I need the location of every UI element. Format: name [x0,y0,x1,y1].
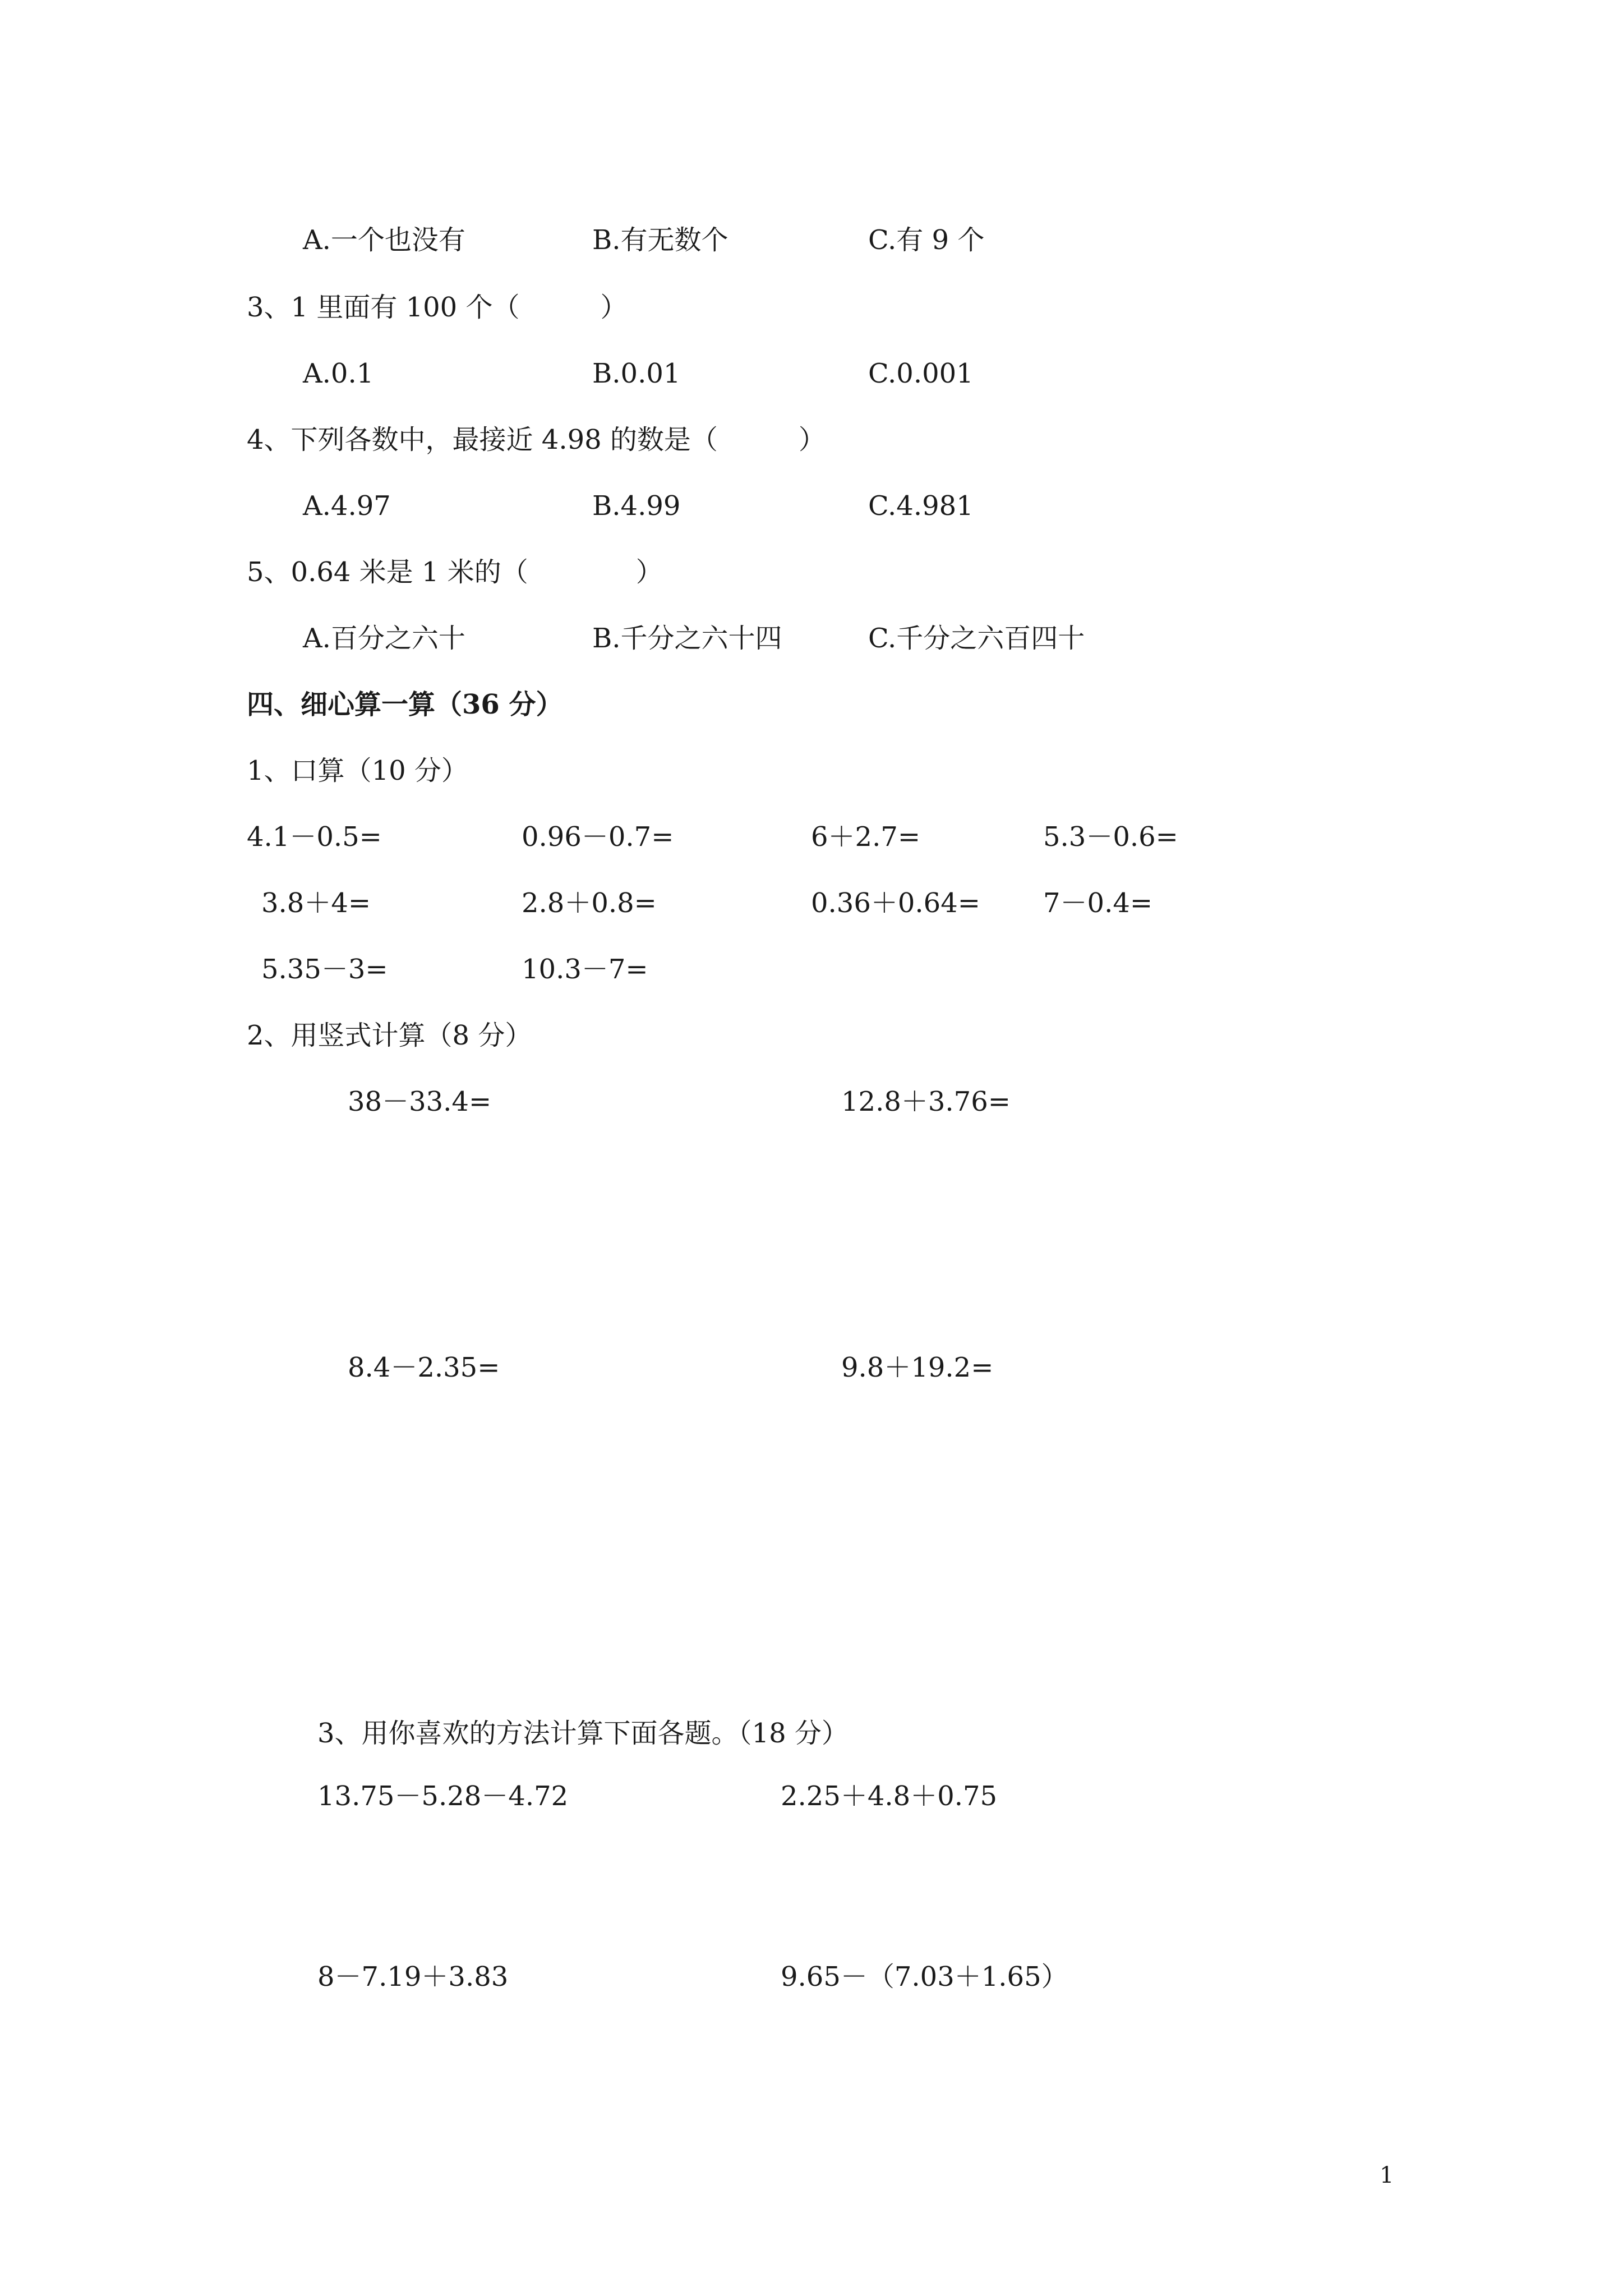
q3-option-c: C.0.001 [868,358,974,389]
vertical-calc-title: 2、用竖式计算（8 分） [247,1020,532,1051]
method-calc-title: 3、用你喜欢的方法计算下面各题。（18 分） [317,1718,849,1749]
vertical-calc-item: 12.8＋3.76= [841,1086,1011,1117]
oral-calc-item: 5.3－0.6= [1043,821,1178,853]
method-calc-item: 2.25＋4.8＋0.75 [781,1780,998,1812]
oral-calc-title: 1、口算（10 分） [247,755,468,786]
oral-calc-item: 5.35－3= [261,954,388,985]
q3-stem: 3、1 里面有 100 个（ ） [247,292,628,323]
q2-option-a: A.一个也没有 [303,224,465,256]
oral-calc-item: 3.8＋4= [261,887,371,919]
vertical-calc-item: 9.8＋19.2= [841,1352,994,1383]
page-number: 1 [1380,2162,1394,2188]
q4-stem: 4、下列各数中，最接近 4.98 的数是（ ） [247,424,826,455]
oral-calc-item: 0.96－0.7= [522,821,674,853]
q3-option-a: A.0.1 [303,358,374,389]
method-calc-item: 8－7.19＋3.83 [317,1961,509,1993]
vertical-calc-item: 8.4－2.35= [348,1352,500,1383]
oral-calc-item: 0.36＋0.64= [811,887,980,919]
q5-option-a: A.百分之六十 [303,623,465,654]
q5-option-b: B.千分之六十四 [592,623,782,654]
vertical-calc-item: 38－33.4= [348,1086,492,1117]
method-calc-item: 13.75－5.28－4.72 [317,1780,569,1812]
oral-calc-item: 6＋2.7= [811,821,921,853]
section-heading: 四、细心算一算（36 分） [247,689,563,720]
oral-calc-item: 2.8＋0.8= [522,887,657,919]
q5-option-c: C.千分之六百四十 [868,623,1085,654]
oral-calc-item: 7－0.4= [1043,887,1153,919]
q2-option-c: C.有 9 个 [868,224,985,256]
q4-option-c: C.4.981 [868,490,974,522]
q5-stem: 5、0.64 米是 1 米的（ ） [247,556,663,588]
q4-option-b: B.4.99 [592,490,681,522]
method-calc-item: 9.65－（7.03＋1.65） [781,1961,1068,1993]
q2-option-b: B.有无数个 [592,224,728,256]
q4-option-a: A.4.97 [303,490,391,522]
oral-calc-item: 10.3－7= [522,954,648,985]
q3-option-b: B.0.01 [592,358,681,389]
oral-calc-item: 4.1－0.5= [247,821,382,853]
